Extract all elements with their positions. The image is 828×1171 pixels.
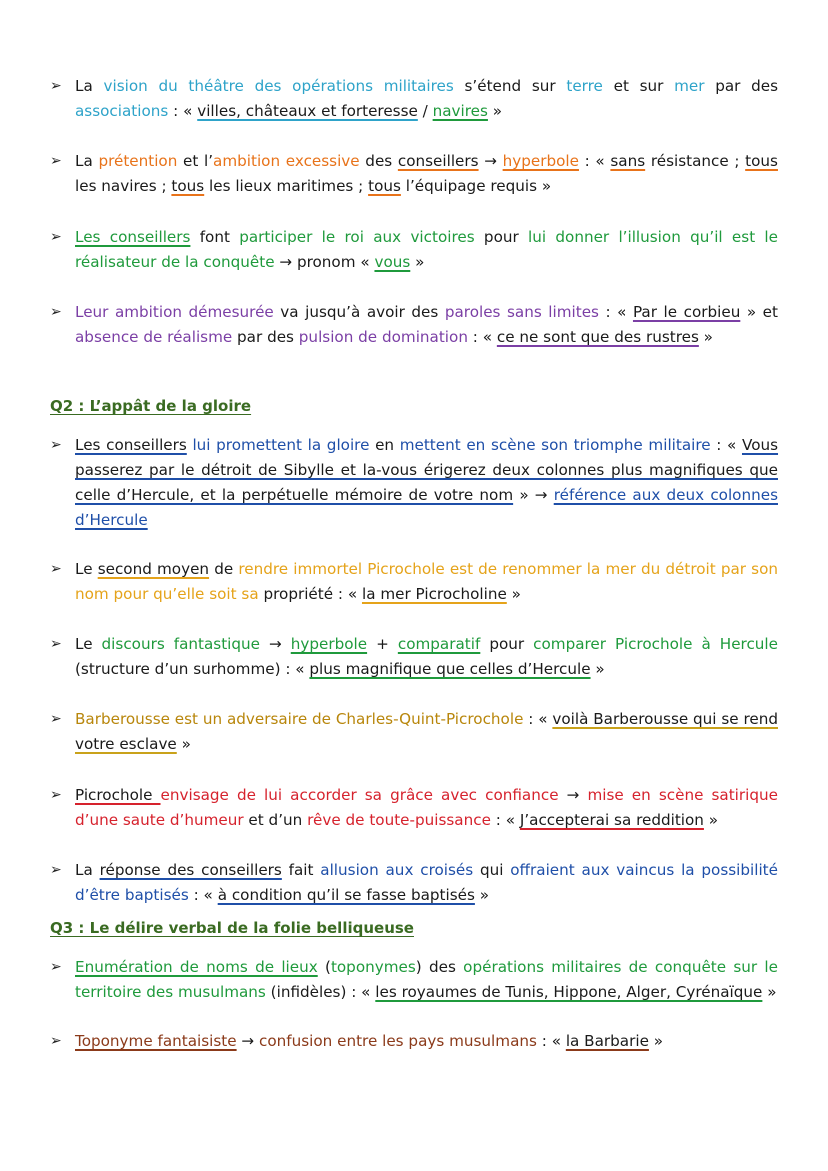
text-run: Barberousse est un adversaire de Charles-Quint-Picrochole: [75, 710, 524, 728]
bullet-text: [75, 632, 778, 682]
text-run: qui: [473, 861, 511, 879]
bullet-text: [75, 858, 778, 908]
text-run: second moyen: [97, 560, 210, 578]
text-run: les navires ;: [75, 177, 172, 195]
text-run: par des: [704, 77, 778, 95]
text-run: (structure d’un surhomme) : «: [75, 660, 310, 678]
text-run: sans: [610, 152, 646, 170]
text-run: (infidèles) : «: [265, 983, 376, 1001]
text-run: »: [487, 102, 503, 120]
bullet-text: [75, 783, 778, 833]
text-run: paroles sans limites: [444, 303, 599, 321]
text-run: →: [236, 1032, 259, 1050]
bullet-text: [75, 149, 778, 199]
list-item: [50, 74, 778, 124]
arrow-bullet-icon: ➢: [50, 1033, 62, 1049]
text-run: mer: [674, 77, 705, 95]
text-run: prétention: [98, 152, 178, 170]
text-run: : «: [490, 811, 520, 829]
text-run: »: [698, 328, 713, 346]
text-run: propriété : «: [258, 585, 362, 603]
text-run: Leur ambition démesurée: [75, 303, 274, 321]
list-item: [50, 557, 778, 607]
quote: plus magnifique que celles d’Hercule: [309, 660, 591, 678]
list-item: [50, 783, 778, 833]
text-run: envisage de lui accorder sa grâce avec confiance: [160, 786, 559, 804]
text-run: Le: [75, 560, 98, 578]
text-run: +: [367, 635, 398, 653]
text-run: »: [506, 585, 521, 603]
text-run: »: [590, 660, 605, 678]
text-run: associations: [75, 102, 169, 120]
text-run: pour: [480, 635, 534, 653]
text-run: → pronom «: [274, 253, 375, 271]
bullet-text: [75, 300, 778, 350]
quote: villes, châteaux et forteresse: [197, 102, 418, 120]
text-run: →: [558, 786, 588, 804]
bullet-text: [75, 557, 778, 607]
text-run: Le: [75, 635, 102, 653]
quote: les royaumes de Tunis, Hippone, Alger, Cyrénaïque: [375, 983, 763, 1001]
list-item: [50, 149, 778, 199]
text-run: rêve de toute-puissance: [307, 811, 491, 829]
text-run: offraient aux vaincus la possibilité d’être baptisés: [75, 861, 778, 904]
arrow-bullet-icon: ➢: [50, 78, 62, 94]
text-run: hyperbole: [290, 635, 368, 653]
text-run: tous: [745, 152, 778, 170]
arrow-bullet-icon: ➢: [50, 437, 62, 453]
quote: ce ne sont que des rustres: [496, 328, 699, 346]
text-run: »: [703, 811, 719, 829]
text-run: mise en scène satirique d’une saute d’humeur: [75, 786, 778, 829]
text-run: font: [190, 228, 240, 246]
text-run: →: [260, 635, 291, 653]
arrow-bullet-icon: ➢: [50, 711, 62, 727]
text-run: tous: [171, 177, 205, 195]
text-run: »: [474, 886, 490, 904]
arrow-bullet-icon: ➢: [50, 862, 62, 878]
text-run: : «: [168, 102, 198, 120]
text-run: →: [478, 152, 503, 170]
text-run: Picrochole: [75, 786, 161, 804]
text-run: La: [75, 861, 100, 879]
arrow-bullet-icon: ➢: [50, 229, 62, 245]
text-run: absence de réalisme: [75, 328, 233, 346]
text-run: Les conseillers: [75, 228, 191, 246]
text-run: hyperbole: [502, 152, 579, 170]
text-run: des: [359, 152, 398, 170]
text-run: conseillers: [397, 152, 479, 170]
quote: la mer Picrocholine: [361, 585, 507, 603]
text-run: »: [410, 253, 425, 271]
text-run: vous: [374, 253, 411, 271]
section-heading-q2: Q2 : L’appât de la gloire: [50, 397, 252, 415]
text-run: : «: [523, 710, 553, 728]
list-item: [50, 225, 778, 275]
text-run: fait: [281, 861, 321, 879]
text-run: et d’un: [243, 811, 308, 829]
quote: navires: [432, 102, 488, 120]
quote: J’accepterai sa reddition: [519, 811, 704, 829]
text-run: : «: [578, 152, 611, 170]
bullet-text: [75, 225, 778, 275]
text-run: opérations militaires de conquête sur le territoire des musulmans: [75, 958, 778, 1001]
text-run: de: [209, 560, 239, 578]
text-run: et l’: [177, 152, 214, 170]
list-item: [50, 707, 778, 757]
text-run: confusion entre les pays musulmans: [259, 1032, 537, 1050]
text-run: toponymes: [330, 958, 416, 976]
text-run: »: [762, 983, 777, 1001]
text-run: ) des: [415, 958, 464, 976]
text-run: comparatif: [397, 635, 481, 653]
text-run: allusion aux croisés: [320, 861, 474, 879]
section-heading-q3: Q3 : Le délire verbal de la folie belliqueuse: [50, 919, 414, 937]
text-run: l’équipage requis »: [400, 177, 552, 195]
quote: à condition qu’il se fasse baptisés: [217, 886, 475, 904]
bullet-text: [75, 74, 778, 124]
bullet-text: [75, 955, 778, 1005]
text-run: Toponyme fantaisiste: [75, 1032, 237, 1050]
quote: Vous passerez par le détroit de Sibylle et la-vous érigerez deux colonnes plus magnifiques que celle d’Hercule, et la perpétuelle mémoire de votre nom: [75, 436, 779, 504]
text-run: les lieux maritimes ;: [204, 177, 369, 195]
list-item: [50, 300, 778, 350]
bullet-text: [75, 433, 778, 533]
text-run: lui donner l’illusion qu’il est le réalisateur de la conquête: [75, 228, 778, 271]
text-run: : «: [710, 436, 742, 454]
text-run: La: [75, 152, 99, 170]
arrow-bullet-icon: ➢: [50, 304, 62, 320]
text-run: en: [369, 436, 400, 454]
text-run: (: [317, 958, 331, 976]
arrow-bullet-icon: ➢: [50, 561, 62, 577]
text-run: lui promettent la gloire: [192, 436, 370, 454]
bullet-text: [75, 707, 778, 757]
list-item: [50, 858, 778, 908]
text-run: ambition excessive: [213, 152, 360, 170]
arrow-bullet-icon: ➢: [50, 787, 62, 803]
text-run: Les conseillers: [75, 436, 187, 454]
text-run: : «: [598, 303, 633, 321]
text-run: »: [648, 1032, 664, 1050]
text-run: » →: [513, 486, 554, 504]
list-item: [50, 632, 778, 682]
list-item: [50, 433, 778, 533]
text-run: : «: [536, 1032, 566, 1050]
text-run: tous: [368, 177, 401, 195]
quote: la Barbarie: [565, 1032, 649, 1050]
arrow-bullet-icon: ➢: [50, 636, 62, 652]
text-run: réponse des conseillers: [99, 861, 282, 879]
text-run: terre: [566, 77, 603, 95]
text-run: va jusqu’à avoir des: [273, 303, 445, 321]
text-run: discours fantastique: [101, 635, 260, 653]
text-run: référence aux deux colonnes d’Hercule: [75, 486, 778, 529]
list-item: [50, 1029, 778, 1054]
text-run: s’étend sur: [453, 77, 567, 95]
text-run: Enumération de noms de lieux: [75, 958, 318, 976]
arrow-bullet-icon: ➢: [50, 959, 62, 975]
text-run: et sur: [602, 77, 675, 95]
text-run: » et: [740, 303, 778, 321]
text-run: : «: [188, 886, 218, 904]
text-run: vision du théâtre des opérations militaires: [103, 77, 454, 95]
text-run: pour: [474, 228, 529, 246]
arrow-bullet-icon: ➢: [50, 153, 62, 169]
list-item: [50, 955, 778, 1005]
text-run: participer le roi aux victoires: [239, 228, 475, 246]
quote: voilà Barberousse qui se rend votre esclave: [75, 710, 778, 753]
quote: Par le corbieu: [632, 303, 741, 321]
text-run: mettent en scène son triomphe militaire: [399, 436, 711, 454]
text-run: : «: [467, 328, 497, 346]
bullet-text: [75, 1029, 778, 1054]
text-run: La: [75, 77, 104, 95]
text-run: rendre immortel Picrochole est de renommer la mer du détroit par son nom pour qu’elle soit sa: [75, 560, 779, 603]
text-run: /: [417, 102, 433, 120]
text-run: pulsion de domination: [298, 328, 468, 346]
text-run: par des: [232, 328, 299, 346]
text-run: résistance ;: [645, 152, 746, 170]
text-run: »: [176, 735, 191, 753]
text-run: comparer Picrochole à Hercule: [533, 635, 778, 653]
